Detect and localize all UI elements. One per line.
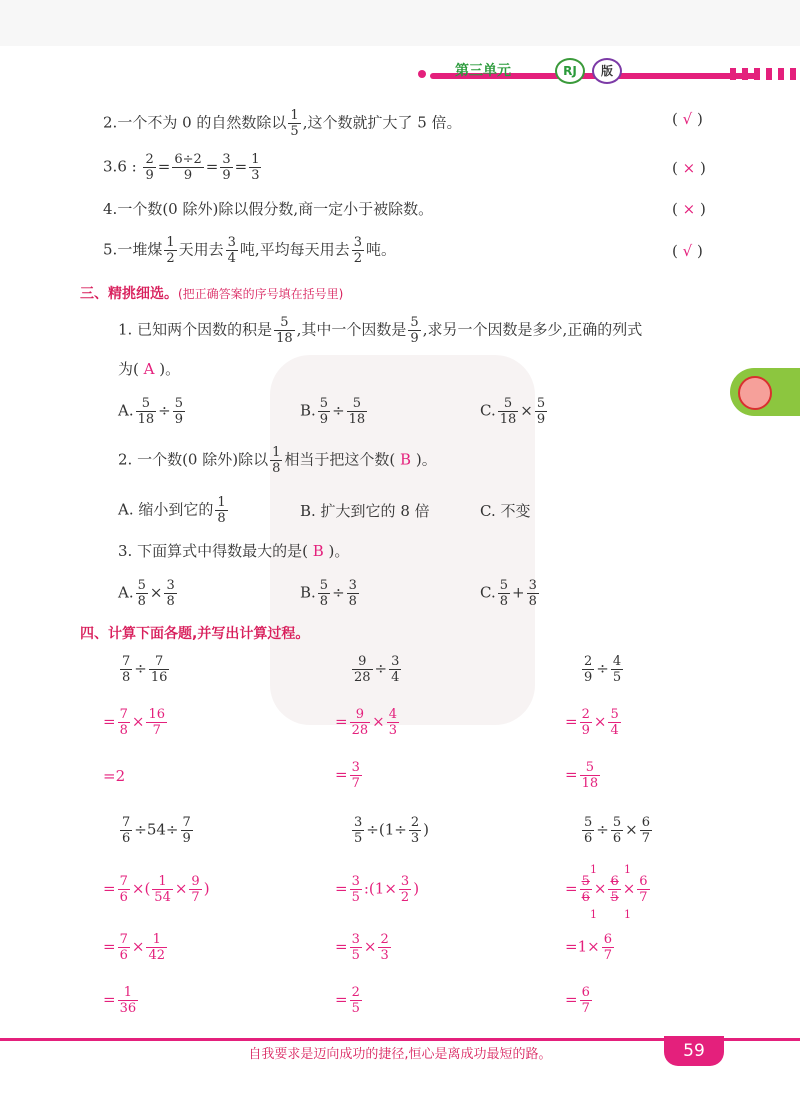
q1-stem: 1. 已知两个因数的积是 $\frac{5}{18}$ ,其中一个因数是 $\frac{5}{9}$ ,求另一个因数是多少,正确的列式: [118, 315, 643, 346]
page-number: 59: [664, 1036, 724, 1066]
calc-r2c1-step1: = $\frac{7}{6}$ ×( $\frac{1}{54}$ × $\frac{9}{7}$ ): [103, 874, 210, 905]
q2-stem: 2. 一个数(0 除外)除以 $\frac{1}{8}$ 相当于把这个数( B )。: [118, 445, 437, 476]
section-4-title: 四、计算下面各题,并写出计算过程。: [80, 626, 310, 642]
calc-r2c2-result: = $\frac{2}{5}$: [335, 985, 360, 1016]
q3-stem: 3. 下面算式中得数最大的是( B )。: [118, 542, 350, 560]
calc-r2c1-result: = $\frac{1}{36}$: [103, 985, 137, 1016]
q1-option-b: B. $\frac{5}{9}$ ÷ $\frac{5}{18}$: [300, 396, 366, 427]
q3-option-c: C. $\frac{5}{8}$ + $\frac{3}{8}$: [480, 578, 537, 609]
calc-r1c1-problem: $\frac{7}{8}$ ÷ $\frac{7}{16}$: [122, 654, 168, 685]
q3-option-a: A. $\frac{5}{8}$ × $\frac{3}{8}$: [118, 578, 175, 609]
calc-r2c3-problem: $\frac{5}{6}$ ÷ $\frac{5}{6}$ × $\frac{6}{7}$: [584, 815, 650, 846]
calc-r2c3-step2: =1× $\frac{6}{7}$: [565, 932, 612, 963]
calc-r2c2-problem: $\frac{3}{5}$ ÷(1÷ $\frac{2}{3}$ ): [354, 815, 429, 846]
calc-r1c3-step1: = $\frac{2}{9}$ × $\frac{5}{4}$: [565, 707, 619, 738]
judge-answer-3: ( × ): [672, 159, 706, 177]
calc-r1c2-result: = $\frac{3}{7}$: [335, 760, 360, 791]
calc-r2c2-step2: = $\frac{3}{5}$ × $\frac{2}{3}$: [335, 932, 389, 963]
section-3-title: 三、精挑细选。(把正确答案的序号填在括号里): [80, 286, 344, 302]
badge-ban: 版: [592, 58, 622, 84]
calc-r1c3-problem: $\frac{2}{9}$ ÷ $\frac{4}{5}$: [584, 654, 622, 685]
calc-r2c3-step1: = $\frac{5}{6}$ × $\frac{6}{5}$ × $\frac{6}{7}$: [565, 874, 648, 905]
judge-answer-4: ( × ): [672, 200, 706, 218]
judge-row-5: 5.一堆煤 $\frac{1}{2}$ 天用去 $\frac{3}{4}$ 吨,平均每天用去 $\frac{3}{2}$ 吨。: [103, 235, 396, 266]
cancel-mark: 1: [590, 863, 597, 876]
header-checker: [730, 68, 800, 80]
judge-answer-5: ( √ ): [672, 242, 703, 260]
calc-r2c3-result: = $\frac{6}{7}$: [565, 985, 590, 1016]
calc-r1c1-step1: = $\frac{7}{8}$ × $\frac{16}{7}$: [103, 707, 165, 738]
header-dot: [418, 70, 426, 78]
badge-rj: RJ: [555, 58, 585, 84]
q1-answer-line: 为( A )。: [118, 360, 181, 378]
calc-r1c2-step1: = $\frac{9}{28}$ × $\frac{4}{3}$: [335, 707, 397, 738]
calc-r1c3-result: = $\frac{5}{18}$: [565, 760, 599, 791]
q3-option-b: B. $\frac{5}{8}$ ÷ $\frac{3}{8}$: [300, 578, 357, 609]
unit-title: 第三单元: [455, 63, 511, 79]
q1-option-a: A. $\frac{5}{18}$ ÷ $\frac{5}{9}$: [118, 396, 184, 427]
top-margin: [0, 0, 800, 46]
calc-r1c2-problem: $\frac{9}{28}$ ÷ $\frac{3}{4}$: [354, 654, 400, 685]
q2-option-a: A. 缩小到它的 $\frac{1}{8}$: [118, 495, 226, 526]
q1-option-c: C. $\frac{5}{18}$ × $\frac{5}{9}$: [480, 396, 546, 427]
calc-r1c1-result: =2: [103, 767, 126, 785]
judge-row-3: 3.6 : $\frac{2}{9}$ = $\frac{6\div 2}{9}$ = $\frac{3}{9}$ = $\frac{1}{3}$: [103, 152, 260, 183]
judge-row-2: 2.一个不为 0 的自然数除以 $\frac{1}{5}$ ,这个数就扩大了 5 倍。: [103, 108, 462, 139]
footer-motto: 自我要求是迈向成功的捷径,恒心是离成功最短的路。: [248, 1047, 552, 1062]
q2-option-c: C. 不变: [480, 502, 531, 520]
cancel-mark: 1: [590, 908, 597, 921]
cancel-mark: 1: [624, 908, 631, 921]
judge-row-4: 4.一个数(0 除外)除以假分数,商一定小于被除数。: [103, 200, 434, 218]
calc-r2c1-step2: = $\frac{7}{6}$ × $\frac{1}{42}$: [103, 932, 165, 963]
q2-option-b: B. 扩大到它的 8 倍: [300, 502, 430, 520]
calc-r2c2-step1: = $\frac{3}{5}$ :(1× $\frac{3}{2}$ ): [335, 874, 420, 905]
mascot-icon: [738, 376, 772, 410]
cancel-mark: 1: [624, 863, 631, 876]
calc-r2c1-problem: $\frac{7}{6}$ ÷54÷ $\frac{7}{9}$: [122, 815, 191, 846]
judge-answer-2: ( √ ): [672, 110, 703, 128]
